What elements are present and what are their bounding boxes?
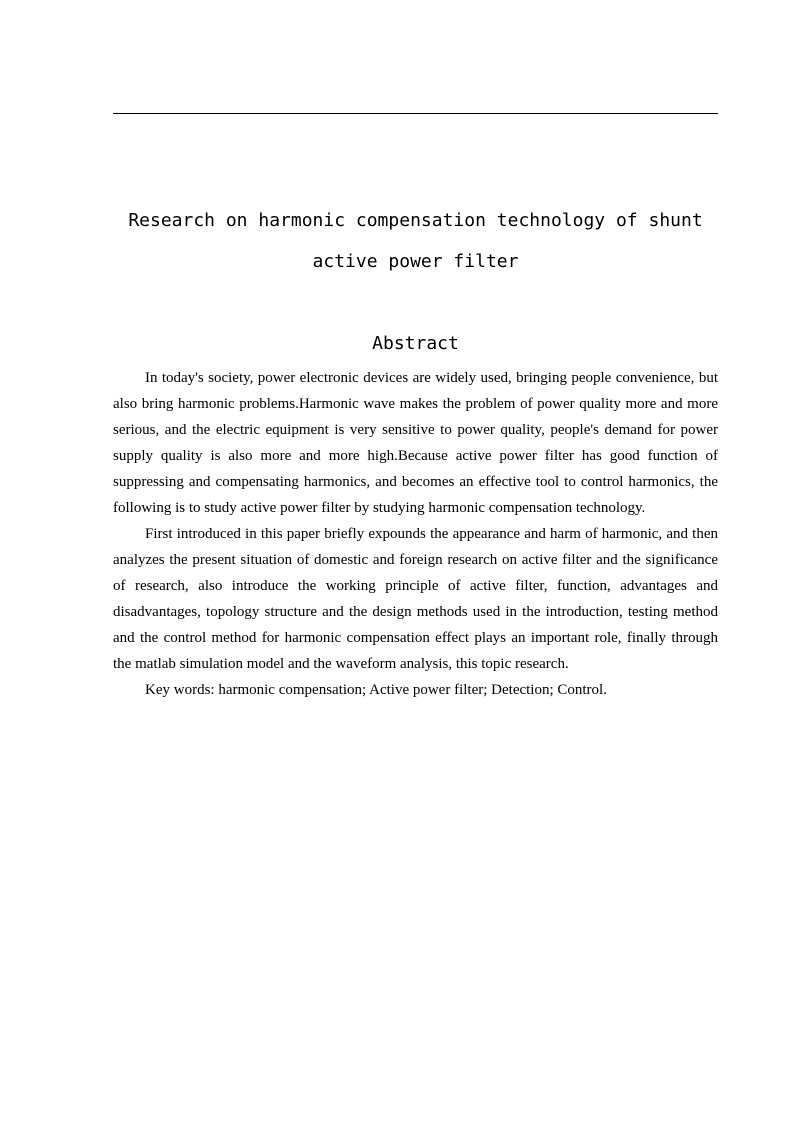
keywords-line: Key words: harmonic compensation; Active power filter; Detection; Control. xyxy=(145,682,607,698)
header-rule xyxy=(113,113,718,114)
abstract-heading: Abstract xyxy=(372,333,459,354)
document-title: Research on harmonic compensation technology of shunt active power filter xyxy=(128,210,703,272)
abstract-paragraph: First introduced in this paper briefly expounds the appearance and harm of harmonic, and then analyzes the present situation of domestic and foreign research on active filter and the significance of research, also introduce the working principle of active filter, function, advantages and disadvantages, topology structure and the design methods used in the introduction, testing method and the control method for harmonic compensation effect plays an important role, finally through the matlab simulation model and the waveform analysis, this topic research. xyxy=(113,526,718,672)
abstract-body xyxy=(113,365,718,703)
abstract-paragraph: In today's society, power electronic devices are widely used, bringing people convenience, but also bring harmonic problems.Harmonic wave makes the problem of power quality more and more serious, and the electric equipment is very sensitive to power quality, people's demand for power supply quality is also more and more high.Because active power filter has good function of suppressing and compensating harmonics, and becomes an effective tool to control harmonics, the following is to study active power filter by studying harmonic compensation technology. xyxy=(113,370,718,516)
